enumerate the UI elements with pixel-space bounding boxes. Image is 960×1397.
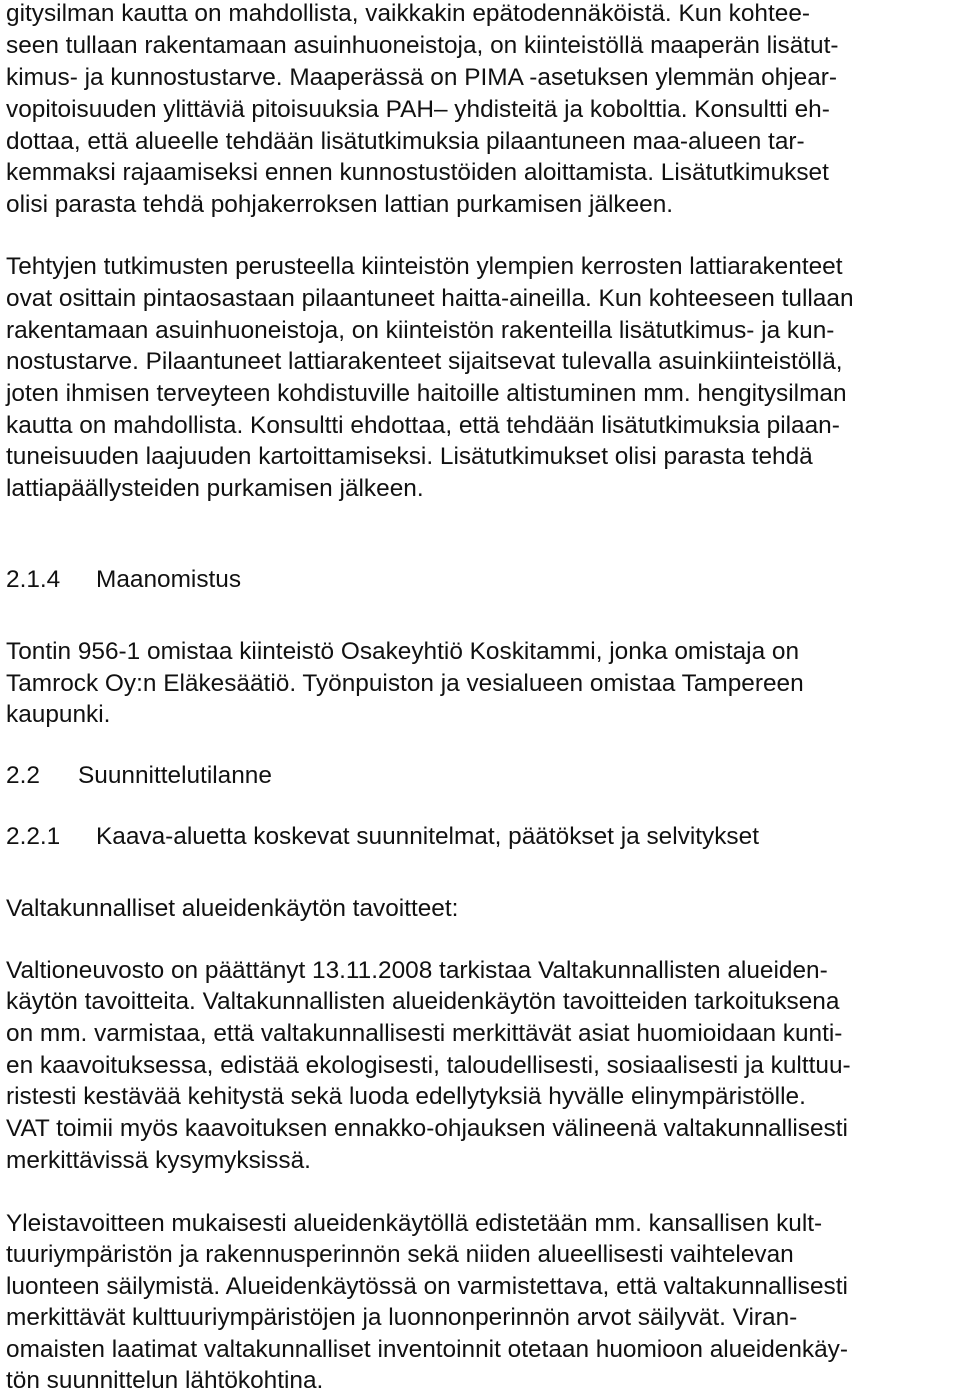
text-line: luonteen säilymistä. Alueidenkäytössä on varmistettava, että valtakunnallisesti — [6, 1273, 848, 1300]
section-title: Suunnittelutilanne — [78, 762, 272, 789]
text-line: joten ihmisen terveyteen kohdistuville haitoille altistuminen mm. hengitysilman — [6, 380, 847, 407]
section-heading — [6, 564, 241, 596]
section-title: Kaava-aluetta koskevat suunnitelmat, päätökset ja selvitykset — [96, 823, 759, 850]
text-line: tuuriympäristön ja rakennusperinnön sekä niiden alueellisesti vaihtelevan — [6, 1241, 794, 1268]
text-line: VAT toimii myös kaavoituksen ennakko-ohjauksen välineenä valtakunnallisesti — [6, 1115, 848, 1142]
text-line: olisi parasta tehdä pohjakerroksen lattian purkamisen jälkeen. — [6, 191, 674, 218]
text-line: käytön tavoitteita. Valtakunnallisten alueidenkäytön tavoitteiden tarkoituksena — [6, 988, 840, 1015]
text-line: nostustarve. Pilaantuneet lattiarakenteet sijaitsevat tulevalla asuinkiinteistöllä, — [6, 348, 843, 375]
text-line: Valtioneuvosto on päättänyt 13.11.2008 tarkistaa Valtakunnallisten alueiden- — [6, 957, 828, 984]
section-number: 2.2 — [6, 762, 40, 789]
section-number: 2.2.1 — [6, 823, 61, 850]
text-line: en kaavoituksessa, edistää ekologisesti, taloudellisesti, sosiaalisesti ja kulttuu- — [6, 1052, 851, 1079]
text-line: tön suunnittelun lähtökohtina. — [6, 1367, 324, 1394]
section-title: Maanomistus — [96, 566, 242, 593]
text-line: Tamrock Oy:n Eläkesäätiö. Työnpuiston ja vesialueen omistaa Tampereen — [6, 670, 804, 697]
section-number: 2.1.4 — [6, 566, 61, 593]
text-line: kemmaksi rajaamiseksi ennen kunnostustöiden aloittamista. Lisätutkimukset — [6, 159, 829, 186]
section-heading — [6, 760, 272, 792]
text-line: seen tullaan rakentamaan asuinhuoneistoja, on kiinteistöllä maaperän lisätut- — [6, 32, 839, 59]
text-line: ristesti kestävää kehitystä sekä luoda edellytyksiä hyvälle elinympäristölle. — [6, 1083, 806, 1110]
text-line: lattiapäällysteiden purkamisen jälkeen. — [6, 475, 424, 502]
text-line: rakentamaan asuinhuoneistoja, on kiinteistön rakenteilla lisätutkimus- ja kun- — [6, 317, 835, 344]
text-line: Valtakunnalliset alueidenkäytön tavoitteet: — [6, 895, 459, 922]
text-line: omaisten laatimat valtakunnalliset inventoinnit otetaan huomioon alueidenkäy- — [6, 1336, 849, 1363]
text-line: vopitoisuuden ylittäviä pitoisuuksia PAH– yhdisteitä ja kobolttia. Konsultti eh- — [6, 96, 830, 123]
section-heading — [6, 821, 759, 853]
text-line: Yleistavoitteen mukaisesti alueidenkäytöllä edistetään mm. kansallisen kult- — [6, 1210, 823, 1237]
text-line: kautta on mahdollista. Konsultti ehdottaa, että tehdään lisätutkimuksia pilaan- — [6, 412, 840, 439]
text-line: merkittävissä kysymyksissä. — [6, 1147, 311, 1174]
text-line: on mm. varmistaa, että valtakunnallisesti merkittävät asiat huomioidaan kunti- — [6, 1020, 843, 1047]
text-line: kimus- ja kunnostustarve. Maaperässä on PIMA -asetuksen ylemmän ohjear- — [6, 64, 838, 91]
text-line: tuneisuuden laajuuden kartoittamiseksi. Lisätutkimukset olisi parasta tehdä — [6, 443, 813, 470]
text-line: gitysilman kautta on mahdollista, vaikkakin epätodennäköistä. Kun kohtee- — [6, 0, 811, 27]
text-line: kaupunki. — [6, 701, 111, 728]
text-line: merkittävät kulttuuriympäristöjen ja luonnonperinnön arvot säilyvät. Viran- — [6, 1304, 798, 1331]
text-line: dottaa, että alueelle tehdään lisätutkimuksia pilaantuneen maa-alueen tar- — [6, 128, 805, 155]
text-line: Tehtyjen tutkimusten perusteella kiinteistön ylempien kerrosten lattiarakenteet — [6, 253, 843, 280]
text-line: ovat osittain pintaosastaan pilaantuneet haitta-aineilla. Kun kohteeseen tullaan — [6, 285, 854, 312]
text-line: Tontin 956-1 omistaa kiinteistö Osakeyhtiö Koskitammi, jonka omistaja on — [6, 638, 800, 665]
